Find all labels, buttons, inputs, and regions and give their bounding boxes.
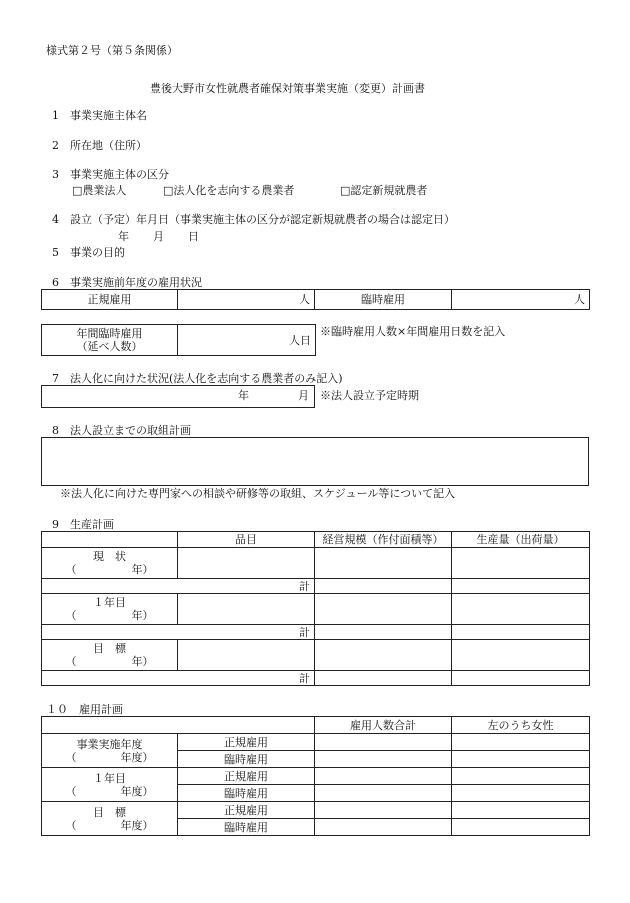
option-agri-corp[interactable]: □農業法人 [72,184,127,197]
regular-label: 正規雇用 [178,734,315,751]
temporary-label: 臨時雇用 [315,290,452,310]
annual-temp-note: ※臨時雇用人数×年間雇用日数を記入 [320,325,506,338]
header-volume: 生産量（出荷量） [452,532,590,548]
section-7-label: 7 法人化に向けた状況(法人化を志向する農業者のみ記入) [52,372,343,385]
page-title: 豊後大野市女性就農者確保対策事業実施（変更）計画書 [150,82,425,95]
table-row [42,640,590,671]
annual-temp-label [42,325,178,356]
annual-temp-table [41,324,316,356]
section-6-label: 6 事業実施前年度の雇用状況 [52,276,202,289]
section-10-label: １０ 雇用計画 [46,703,123,716]
total-row [42,625,590,640]
incorporation-year-label: 年 [238,389,249,402]
header-total-employees: 雇用人数合計 [315,717,452,734]
total-label: 計 [42,579,315,594]
regular-count-cell[interactable]: 人 [178,290,315,310]
incorporation-date-field[interactable] [41,385,315,408]
temporary-count-cell[interactable]: 人 [452,290,590,310]
initiative-note: ※法人化に向けた専門家への相談や研修等の取組、スケジュール等について記入 [60,487,456,500]
employment-plan-table [41,716,590,836]
table-row [42,594,590,625]
incorporation-month-label: 月 [298,389,309,402]
incorporation-note: ※法人設立予定時期 [320,389,419,402]
year-label: 年 [118,230,129,243]
section-8-label: 8 法人設立までの取組計画 [52,424,191,437]
form-number: 様式第２号（第５条関係） [46,44,178,57]
temporary-label: 臨時雇用 [178,819,315,836]
table-row [42,768,590,785]
group-label: 事業実施年度 （ 年度） [42,734,178,768]
initiative-plan-field[interactable] [41,437,589,486]
group-label: 目 標 （ 年度） [42,802,178,836]
total-label: 計 [42,625,315,640]
production-plan-table [41,531,590,686]
total-label: 計 [42,671,315,686]
row-label: 目 標 （ 年） [42,640,178,671]
day-label: 日 [188,230,199,243]
option-aspiring-corp[interactable]: □法人化を志向する農業者 [163,184,295,197]
header-scale: 経営規模（作付面積等） [315,532,452,548]
section-1-label: 1 事業実施主体名 [52,109,147,122]
section-2-label: 2 所在地（住所） [52,139,147,152]
section-4-label: 4 設立（予定）年月日（事業実施主体の区分が認定新規就農者の場合は認定日） [52,213,455,226]
month-label: 月 [153,230,164,243]
annual-temp-line2: （延べ人数） [76,340,143,353]
total-row [42,579,590,594]
section-3-label: 3 事業実施主体の区分 [52,168,169,181]
annual-temp-line1: 年間臨時雇用 [76,327,143,340]
regular-label: 正規雇用 [178,768,315,785]
option-certified-new-farmer[interactable]: □認定新規就農者 [340,184,428,197]
table-row [42,548,590,579]
temporary-label: 臨時雇用 [178,785,315,802]
regular-label: 正規雇用 [178,802,315,819]
table-row [42,734,590,751]
header-item: 品目 [178,532,315,548]
row-label: １年目 （ 年） [42,594,178,625]
row-label: 現 状 （ 年） [42,548,178,579]
temporary-label: 臨時雇用 [178,751,315,768]
total-row [42,671,590,686]
header-women: 左のうち女性 [452,717,590,734]
employment-status-table [41,289,590,310]
table-row [42,802,590,819]
section-5-label: 5 事業の目的 [52,246,125,259]
annual-temp-value-cell[interactable]: 人日 [178,325,316,356]
group-label: １年目 （ 年度） [42,768,178,802]
section-9-label: 9 生産計画 [52,518,114,531]
regular-label: 正規雇用 [42,290,178,310]
